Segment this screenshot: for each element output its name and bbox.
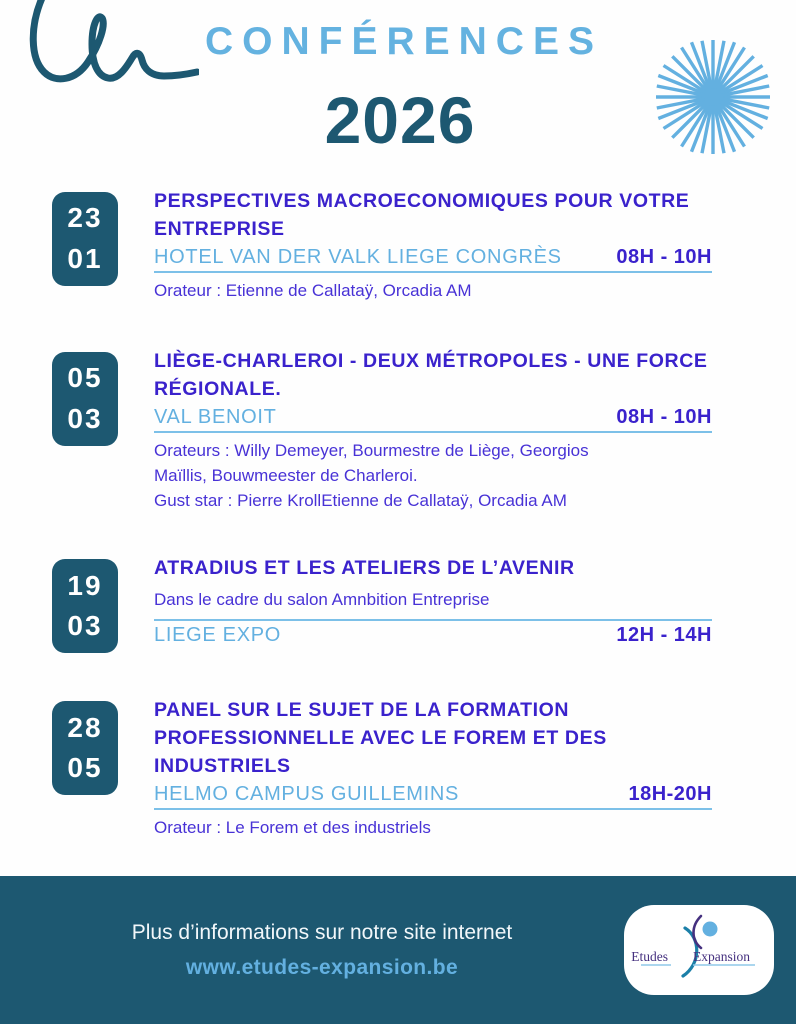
etudes-expansion-logo[interactable] — [624, 905, 774, 995]
date-day: 19 — [67, 569, 103, 601]
event-body — [118, 697, 796, 841]
sunburst-icon — [652, 36, 774, 158]
event-venue: HOTEL VAN DER VALK LIEGE CONGRÈS — [154, 246, 562, 269]
event-body — [118, 555, 796, 646]
footer-website-link[interactable]: www.etudes-expansion.be — [185, 956, 459, 979]
events-list — [0, 188, 796, 841]
event-divider — [154, 431, 712, 433]
event-speaker-line2: Maïllis, Bouwmeester de Charleroi. — [154, 466, 418, 486]
footer-info-text: Plus d’informations sur notre site internet — [131, 920, 513, 944]
event-title: ATRADIUS ET LES ATELIERS DE L’AVENIR — [154, 557, 575, 580]
event-venue: LIEGE EXPO — [154, 623, 282, 646]
date-badge — [52, 192, 118, 286]
event-body — [118, 188, 796, 304]
event-time: 08H - 10H — [616, 406, 712, 429]
event-subtitle: Dans le cadre du salon Amnbition Entreprise — [154, 590, 490, 609]
event-item[interactable] — [0, 188, 796, 304]
date-month: 01 — [67, 243, 103, 274]
event-speaker: Orateur : Etienne de Callataÿ, Orcadia AM — [154, 281, 472, 301]
event-title: PANEL SUR LE SUJET DE LA FORMATION PROFESSIONNELLE AVEC LE FOREM ET DES INDUSTRIELS — [154, 699, 607, 777]
venue-time-row — [154, 246, 712, 269]
event-time: 12H - 14H — [616, 623, 712, 646]
venue-time-row — [154, 406, 712, 429]
event-title: PERSPECTIVES MACROECONOMIQUES POUR VOTRE ENTREPRISE — [154, 190, 690, 240]
venue-time-row — [154, 624, 712, 647]
page-title: CONFÉRENCES — [204, 20, 604, 63]
le-script-logo — [14, 0, 199, 111]
date-badge — [52, 701, 118, 795]
poster-header — [0, 0, 796, 180]
date-badge — [52, 559, 118, 653]
event-item[interactable] — [0, 555, 796, 653]
event-divider — [154, 808, 712, 810]
footer-text-block — [0, 917, 624, 984]
header-titles — [190, 20, 610, 157]
event-time: 18H-20H — [628, 783, 712, 806]
event-title: LIÈGE-CHARLEROI - DEUX MÉTROPOLES - UNE FORCE RÉGIONALE. — [154, 350, 708, 400]
event-time: 08H - 10H — [616, 246, 712, 269]
event-speaker: Orateurs : Willy Demeyer, Bourmestre de Liège, Georgios — [154, 441, 589, 461]
date-day: 05 — [67, 362, 103, 394]
event-body — [118, 348, 796, 513]
event-item[interactable] — [0, 348, 796, 513]
event-venue: HELMO CAMPUS GUILLEMINS — [154, 783, 460, 806]
event-speaker-line3: Gust star : Pierre KrollEtienne de Callataÿ, Orcadia AM — [154, 490, 567, 510]
poster-footer — [0, 876, 796, 1024]
event-venue: VAL BENOIT — [154, 406, 277, 429]
venue-time-row — [154, 783, 712, 806]
page-year: 2026 — [324, 83, 476, 157]
event-divider — [154, 619, 712, 621]
event-divider — [154, 271, 712, 273]
date-month: 05 — [67, 752, 103, 784]
date-month: 03 — [67, 610, 103, 642]
date-day: 28 — [67, 711, 103, 743]
date-month: 03 — [67, 403, 103, 435]
event-item[interactable] — [0, 697, 796, 841]
logo-word-etudes: Etudes — [631, 949, 668, 964]
logo-word-expansion: Expansion — [693, 949, 750, 964]
event-speaker: Orateur : Le Forem et des industriels — [154, 818, 431, 838]
date-badge — [52, 352, 118, 446]
date-day: 23 — [67, 202, 103, 234]
